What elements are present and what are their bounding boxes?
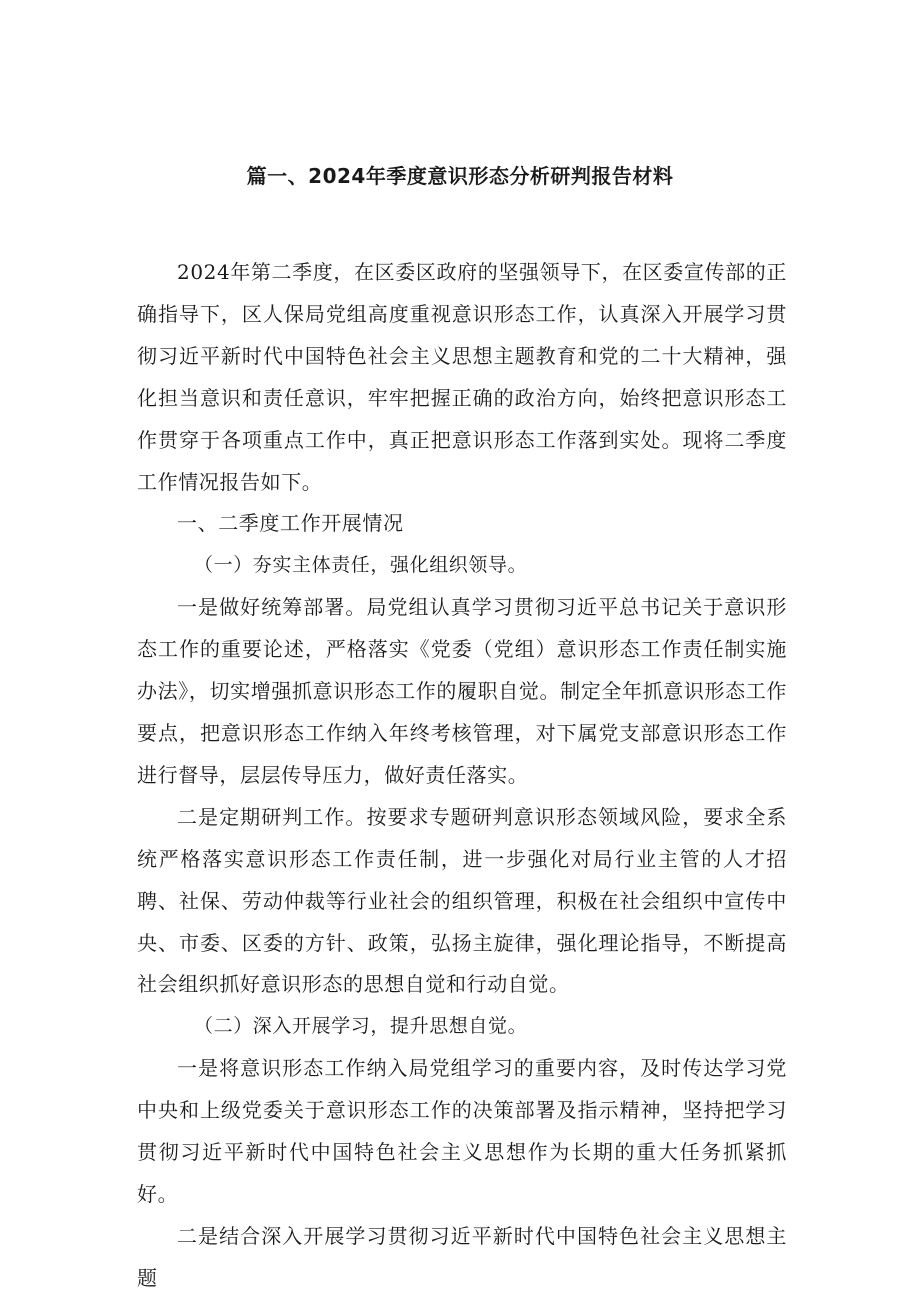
intro-paragraph: 2024年第二季度，在区委区政府的坚强领导下，在区委宣传部的正确指导下，区人保局党组高度重视意识形态工作，认真深入开展学习贯彻习近平新时代中国特色社会主义思想主题教育和党的二十大精神，强化担当意识和责任意识，牢牢把握正确的政治方向，始终把意识形态工作贯穿于各项重点工作中，真正把意识形态工作落到实处。现将二季度工作情况报告如下。 bbox=[137, 260, 787, 494]
subsection-heading-1: （一）夯实主体责任，强化组织领导。 bbox=[194, 554, 528, 577]
document-body bbox=[137, 252, 787, 1300]
subsection-2-paragraph-2: 二是结合深入开展学习贯彻习近平新时代中国特色社会主义思想主题 bbox=[137, 1223, 787, 1290]
document-title: 篇一、2024年季度意识形态分析研判报告材料 bbox=[246, 164, 674, 188]
subsection-1-paragraph-1: 一是做好统筹部署。局党组认真学习贯彻习近平总书记关于意识形态工作的重要论述，严格落实《党委（党组）意识形态工作责任制实施办法》，切实增强抓意识形态工作的履职自觉。制定全年抓意识形态工作要点，把意识形态工作纳入年终考核管理，对下属党支部意识形态工作进行督导，层层传导压力，做好责任落实。 bbox=[137, 595, 787, 787]
subsection-1-paragraph-2: 二是定期研判工作。按要求专题研判意识形态领域风险，要求全系统严格落实意识形态工作责任制，进一步强化对局行业主管的人才招聘、社保、劳动仲裁等行业社会的组织管理，积极在社会组织中宣传中央、市委、区委的方针、政策，弘扬主旋律，强化理论指导，不断提高社会组织抓好意识形态的思想自觉和行动自觉。 bbox=[137, 804, 787, 997]
section-heading-1: 一、二季度工作开展情况 bbox=[177, 511, 404, 536]
subsection-heading-2: （二）深入开展学习，提升思想自觉。 bbox=[194, 1015, 528, 1038]
subsection-2-paragraph-1: 一是将意识形态工作纳入局党组学习的重要内容，及时传达学习党中央和上级党委关于意识形态工作的决策部署及指示精神，坚持把学习贯彻习近平新时代中国特色社会主义思想作为长期的重大任务抓紧抓好。 bbox=[137, 1056, 787, 1206]
